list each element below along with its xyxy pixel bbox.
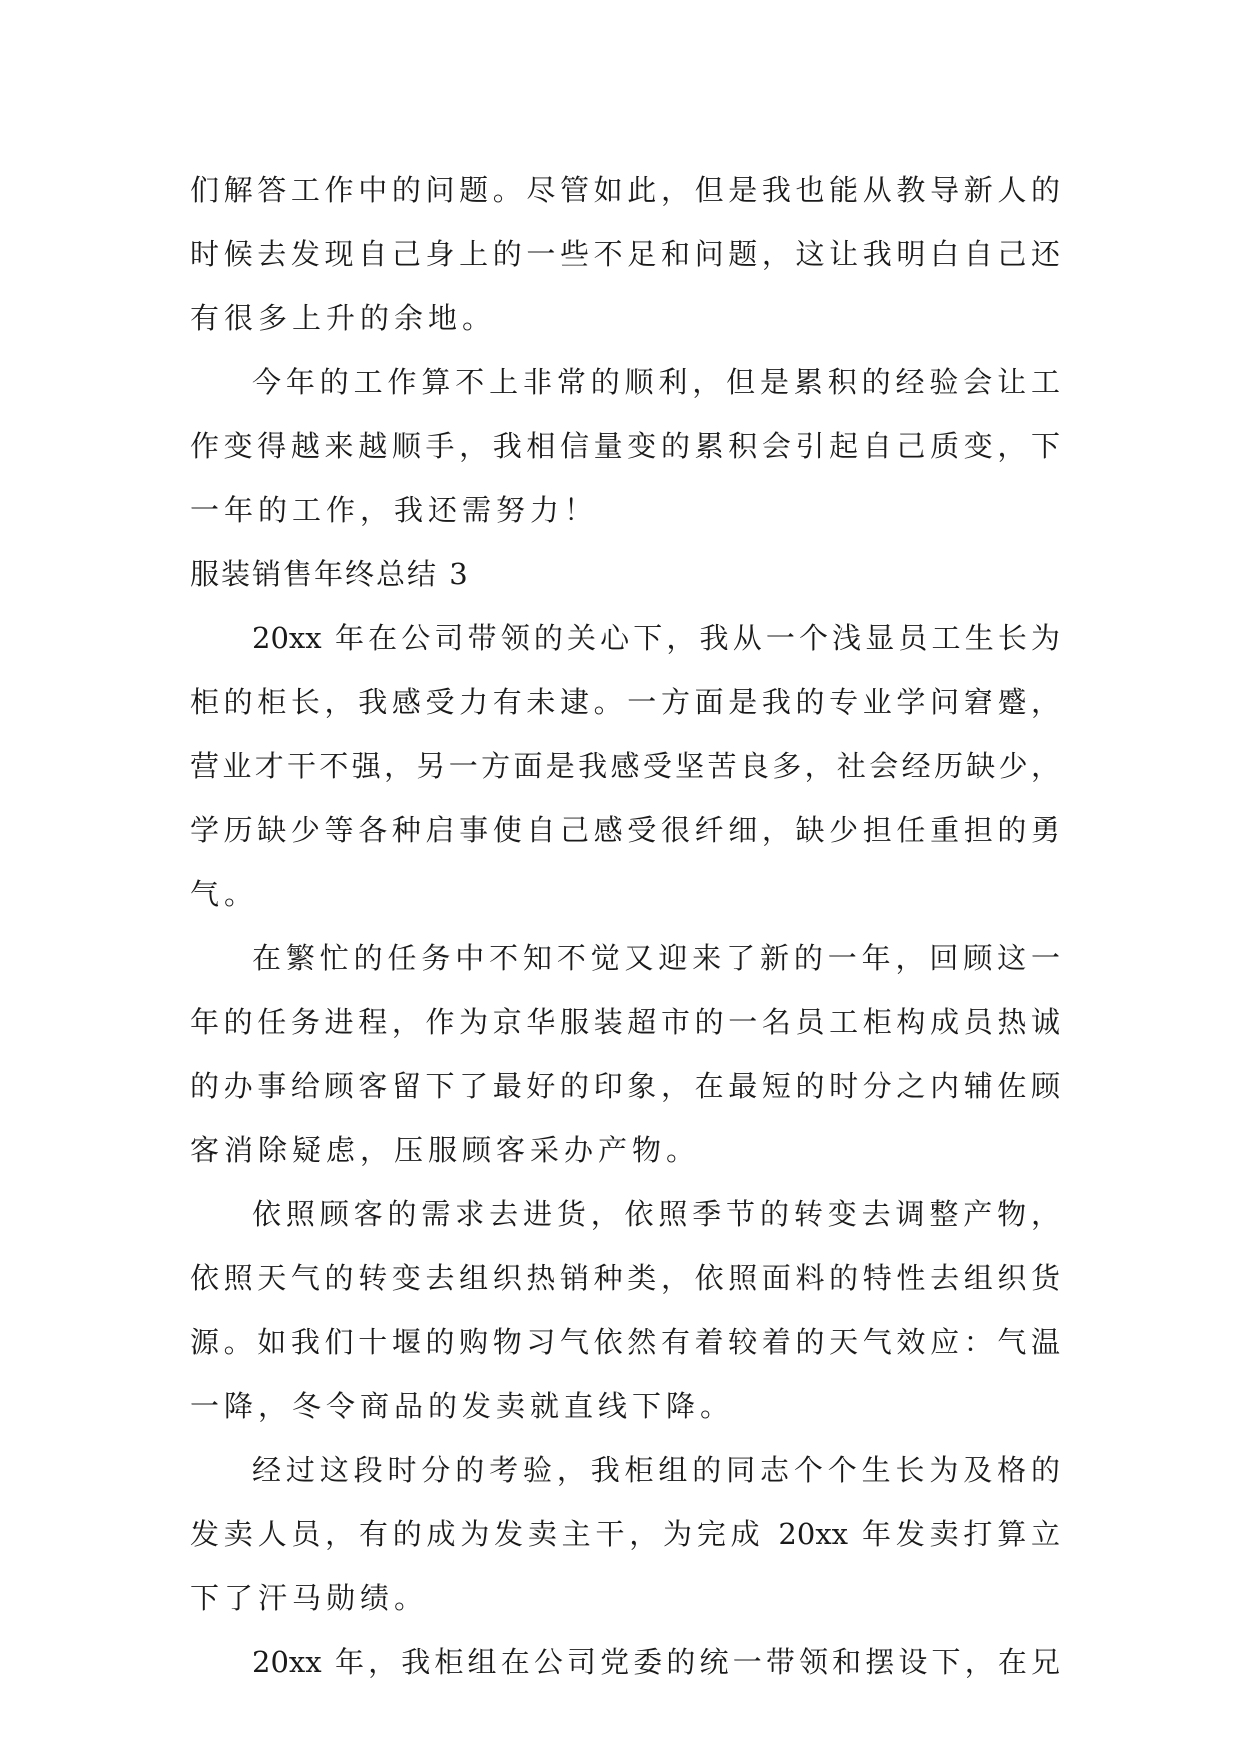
text-line: 的办事给顾客留下了最好的印象，在最短的时分之内辅佐顾 bbox=[190, 1069, 1060, 1103]
text-line: 下了汗马勋绩。 bbox=[190, 1581, 429, 1615]
text-line: 源。如我们十堰的购物习气依然有着较着的天气效应：气温 bbox=[190, 1325, 1060, 1359]
paragraph-start-line: 依照顾客的需求去进货，依照季节的转变去调整产物， bbox=[252, 1197, 1060, 1231]
text-line: 一降，冬令商品的发卖就直线下降。 bbox=[190, 1389, 735, 1423]
text-line: 柜的柜长，我感受力有未逮。一方面是我的专业学问窘蹙， bbox=[190, 685, 1060, 719]
paragraph-start-line: 今年的工作算不上非常的顺利，但是累积的经验会让工 bbox=[252, 365, 1060, 399]
section-heading: 服装销售年终总结 3 bbox=[190, 557, 470, 591]
paragraph-start-line: 20xx 年，我柜组在公司党委的统一带领和摆设下，在兄 bbox=[252, 1645, 1060, 1679]
text-line: 们解答工作中的问题。尽管如此，但是我也能从教导新人的 bbox=[190, 173, 1060, 207]
text-line: 气。 bbox=[190, 877, 259, 911]
text-line: 作变得越来越顺手，我相信量变的累积会引起自己质变，下 bbox=[190, 429, 1060, 463]
paragraph-start-line: 20xx 年在公司带领的关心下，我从一个浅显员工生长为 bbox=[252, 621, 1060, 655]
paragraph-start-line: 在繁忙的任务中不知不觉又迎来了新的一年，回顾这一 bbox=[252, 941, 1060, 975]
text-line: 学历缺少等各种启事使自己感受很纤细，缺少担任重担的勇 bbox=[190, 813, 1060, 847]
document-page bbox=[190, 158, 1060, 1694]
text-line: 依照天气的转变去组织热销种类，依照面料的特性去组织货 bbox=[190, 1261, 1060, 1295]
text-line: 时候去发现自己身上的一些不足和问题，这让我明白自己还 bbox=[190, 237, 1060, 271]
text-line: 有很多上升的余地。 bbox=[190, 301, 497, 335]
text-line: 年的任务进程，作为京华服装超市的一名员工柜构成员热诚 bbox=[190, 1005, 1060, 1039]
paragraph-start-line: 经过这段时分的考验，我柜组的同志个个生长为及格的 bbox=[252, 1453, 1060, 1487]
text-line: 发卖人员，有的成为发卖主干，为完成 20xx 年发卖打算立 bbox=[190, 1517, 1060, 1551]
text-line: 客消除疑虑，压服顾客采办产物。 bbox=[190, 1133, 701, 1167]
text-line: 营业才干不强，另一方面是我感受坚苦良多，社会经历缺少， bbox=[190, 749, 1060, 783]
text-line: 一年的工作，我还需努力！ bbox=[190, 493, 599, 527]
